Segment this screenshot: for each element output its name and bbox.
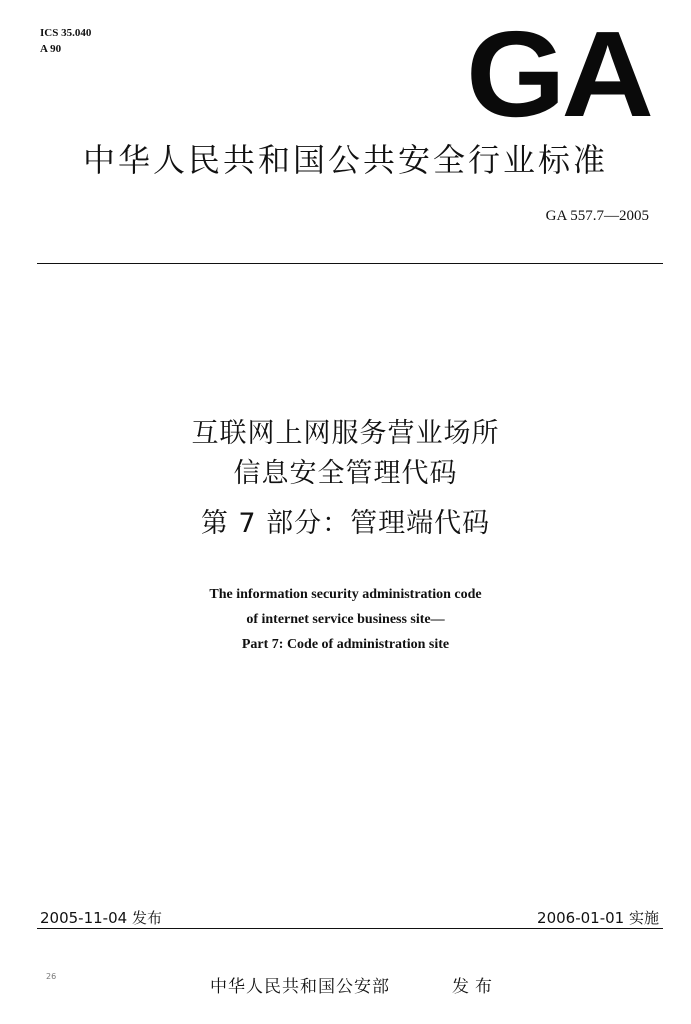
standard-number: GA 557.7—2005 xyxy=(545,208,649,224)
issue-label: 发布 xyxy=(452,977,498,997)
implementation-date: 2006-01-01 实施 xyxy=(537,909,659,927)
title-en-line-3: Part 7: Code of administration site xyxy=(241,637,450,652)
title-zh-line-3: 第 7 部分：管理端代码 xyxy=(200,508,491,539)
title-zh-line-1: 互联网上网服务营业场所 xyxy=(191,418,500,449)
bottom-divider xyxy=(37,928,663,929)
standard-category: 中华人民共和国公共安全行业标准 xyxy=(82,141,608,179)
issuing-organization: 中华人民共和国公安部 xyxy=(210,977,390,997)
ics-code: ICS 35.040 xyxy=(40,27,92,39)
title-en-line-2: of internet service business site— xyxy=(246,612,445,627)
title-zh-line-2: 信息安全管理代码 xyxy=(233,458,458,489)
issue-date: 2005-11-04 发布 xyxy=(40,909,162,927)
ga-logo: GA xyxy=(466,6,650,142)
title-en-line-1: The information security administration code xyxy=(209,587,482,602)
top-divider xyxy=(37,263,663,264)
page-mark: 26 xyxy=(46,972,57,981)
ccs-code: A 90 xyxy=(40,43,62,55)
